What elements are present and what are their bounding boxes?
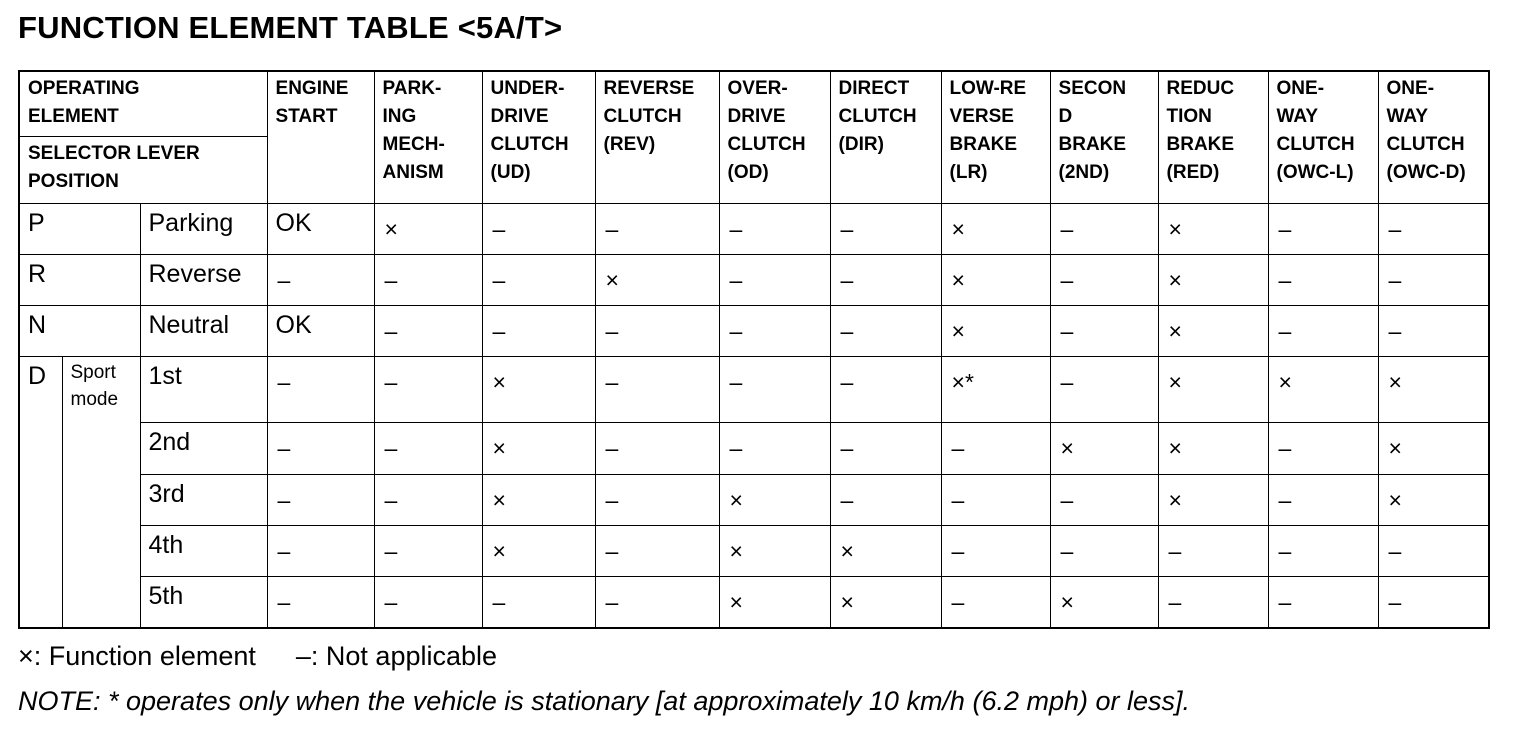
table-cell: –: [595, 474, 719, 525]
table-cell: –: [482, 254, 595, 305]
table-cell: –: [374, 525, 482, 576]
table-cell: –: [1050, 474, 1158, 525]
column-header: REVERSE CLUTCH (REV): [595, 71, 719, 203]
header-corner: [19, 71, 267, 203]
table-cell: ×: [1268, 356, 1378, 422]
table-cell: ×: [595, 254, 719, 305]
table-cell: –: [1050, 254, 1158, 305]
gear-label: 1st: [140, 356, 267, 422]
table-cell: –: [1268, 203, 1378, 254]
table-cell: –: [267, 422, 374, 474]
table-row: [19, 525, 1489, 576]
table-cell: –: [1378, 203, 1489, 254]
table-cell: –: [830, 356, 941, 422]
table-cell: –: [374, 254, 482, 305]
table-cell: –: [941, 525, 1050, 576]
column-header: SECON D BRAKE (2ND): [1050, 71, 1158, 203]
column-header: PARK- ING MECH- ANISM: [374, 71, 482, 203]
table-cell: –: [1268, 474, 1378, 525]
gear-label: 3rd: [140, 474, 267, 525]
table-cell: –: [719, 422, 830, 474]
table-cell: –: [482, 576, 595, 628]
table-cell: OK: [267, 203, 374, 254]
table-cell: –: [1378, 254, 1489, 305]
table-cell: –: [830, 474, 941, 525]
table-cell: –: [1158, 576, 1268, 628]
table-cell: –: [1268, 422, 1378, 474]
table-cell: –: [1268, 525, 1378, 576]
table-cell: –: [1378, 525, 1489, 576]
table-cell: –: [719, 305, 830, 356]
table-cell: –: [267, 474, 374, 525]
table-cell: –: [595, 576, 719, 628]
table-row: [19, 576, 1489, 628]
table-cell: –: [719, 254, 830, 305]
table-cell: ×: [374, 203, 482, 254]
table-row: [19, 305, 1489, 356]
column-header: OVER- DRIVE CLUTCH (OD): [719, 71, 830, 203]
table-cell: ×: [1378, 356, 1489, 422]
table-cell: –: [941, 576, 1050, 628]
table-cell: –: [719, 203, 830, 254]
table-cell: –: [830, 422, 941, 474]
table-cell: –: [374, 474, 482, 525]
table-cell: –: [1050, 203, 1158, 254]
table-cell: ×: [719, 525, 830, 576]
lever-position: P: [19, 203, 140, 254]
lever-position: R: [19, 254, 140, 305]
gear-label: 2nd: [140, 422, 267, 474]
lever-position: N: [19, 305, 140, 356]
gear-label: 5th: [140, 576, 267, 628]
table-row: [19, 474, 1489, 525]
table-cell: ×: [1378, 422, 1489, 474]
table-row: [19, 203, 1489, 254]
table-cell: –: [595, 525, 719, 576]
table-cell: ×: [941, 305, 1050, 356]
table-cell: ×: [482, 356, 595, 422]
table-cell: ×: [1158, 356, 1268, 422]
table-cell: –: [482, 203, 595, 254]
gear-label: 4th: [140, 525, 267, 576]
table-cell: OK: [267, 305, 374, 356]
table-cell: –: [595, 422, 719, 474]
column-header: LOW-RE VERSE BRAKE (LR): [941, 71, 1050, 203]
column-header: REDUC TION BRAKE (RED): [1158, 71, 1268, 203]
function-element-table: [18, 70, 1490, 629]
position-label: Parking: [140, 203, 267, 254]
column-header: ONE- WAY CLUTCH (OWC-D): [1378, 71, 1489, 203]
table-cell: –: [1050, 525, 1158, 576]
table-row: [19, 422, 1489, 474]
table-cell: –: [267, 525, 374, 576]
table-cell: ×*: [941, 356, 1050, 422]
table-cell: ×: [482, 525, 595, 576]
column-header: UNDER- DRIVE CLUTCH (UD): [482, 71, 595, 203]
table-cell: ×: [1158, 474, 1268, 525]
table-cell: –: [719, 356, 830, 422]
table-cell: ×: [1158, 422, 1268, 474]
position-label: Neutral: [140, 305, 267, 356]
table-cell: ×: [1158, 203, 1268, 254]
table-cell: –: [830, 305, 941, 356]
table-cell: ×: [941, 254, 1050, 305]
table-cell: –: [374, 576, 482, 628]
table-cell: –: [830, 254, 941, 305]
table-cell: –: [267, 254, 374, 305]
table-cell: ×: [1050, 576, 1158, 628]
page-title: FUNCTION ELEMENT TABLE <5A/T>: [18, 10, 563, 45]
table-cell: –: [374, 305, 482, 356]
table-cell: –: [941, 474, 1050, 525]
table-cell: –: [1268, 254, 1378, 305]
table-cell: –: [267, 576, 374, 628]
table-cell: –: [1378, 576, 1489, 628]
legend: [18, 641, 497, 672]
table-cell: ×: [941, 203, 1050, 254]
table-cell: ×: [719, 474, 830, 525]
table-cell: –: [1050, 356, 1158, 422]
table-cell: –: [1378, 305, 1489, 356]
sport-mode-label: Sport mode: [62, 356, 140, 628]
table-cell: ×: [1378, 474, 1489, 525]
table-cell: –: [374, 422, 482, 474]
table-cell: –: [1268, 305, 1378, 356]
table-cell: –: [595, 305, 719, 356]
table-cell: ×: [482, 422, 595, 474]
table-cell: –: [267, 356, 374, 422]
table-cell: –: [1268, 576, 1378, 628]
lever-position: D: [19, 356, 62, 628]
table-cell: –: [595, 203, 719, 254]
table-cell: –: [1050, 305, 1158, 356]
table-cell: ×: [482, 474, 595, 525]
table-cell: ×: [830, 576, 941, 628]
table-cell: ×: [1158, 254, 1268, 305]
table-cell: –: [830, 203, 941, 254]
table-cell: –: [941, 422, 1050, 474]
table-cell: ×: [1050, 422, 1158, 474]
table-cell: ×: [1158, 305, 1268, 356]
table-cell: –: [374, 356, 482, 422]
footnote: NOTE: * operates only when the vehicle is stationary [at approximately 10 km/h (6.2 mph) or less].: [18, 686, 1191, 716]
table-cell: –: [1158, 525, 1268, 576]
column-header: DIRECT CLUTCH (DIR): [830, 71, 941, 203]
table-cell: –: [595, 356, 719, 422]
legend-function-element: ×: Function element: [18, 641, 256, 671]
column-header: ENGINE START: [267, 71, 374, 203]
table-cell: ×: [830, 525, 941, 576]
table-cell: –: [482, 305, 595, 356]
column-header: ONE- WAY CLUTCH (OWC-L): [1268, 71, 1378, 203]
operating-element-header: OPERATING ELEMENT: [28, 78, 140, 127]
header-row: [19, 71, 1489, 203]
position-label: Reverse: [140, 254, 267, 305]
legend-not-applicable: –: Not applicable: [295, 641, 498, 671]
table-cell: ×: [719, 576, 830, 628]
table-row: [19, 254, 1489, 305]
selector-lever-position-header: SELECTOR LEVER POSITION: [28, 143, 200, 192]
table-row: [19, 356, 1489, 422]
